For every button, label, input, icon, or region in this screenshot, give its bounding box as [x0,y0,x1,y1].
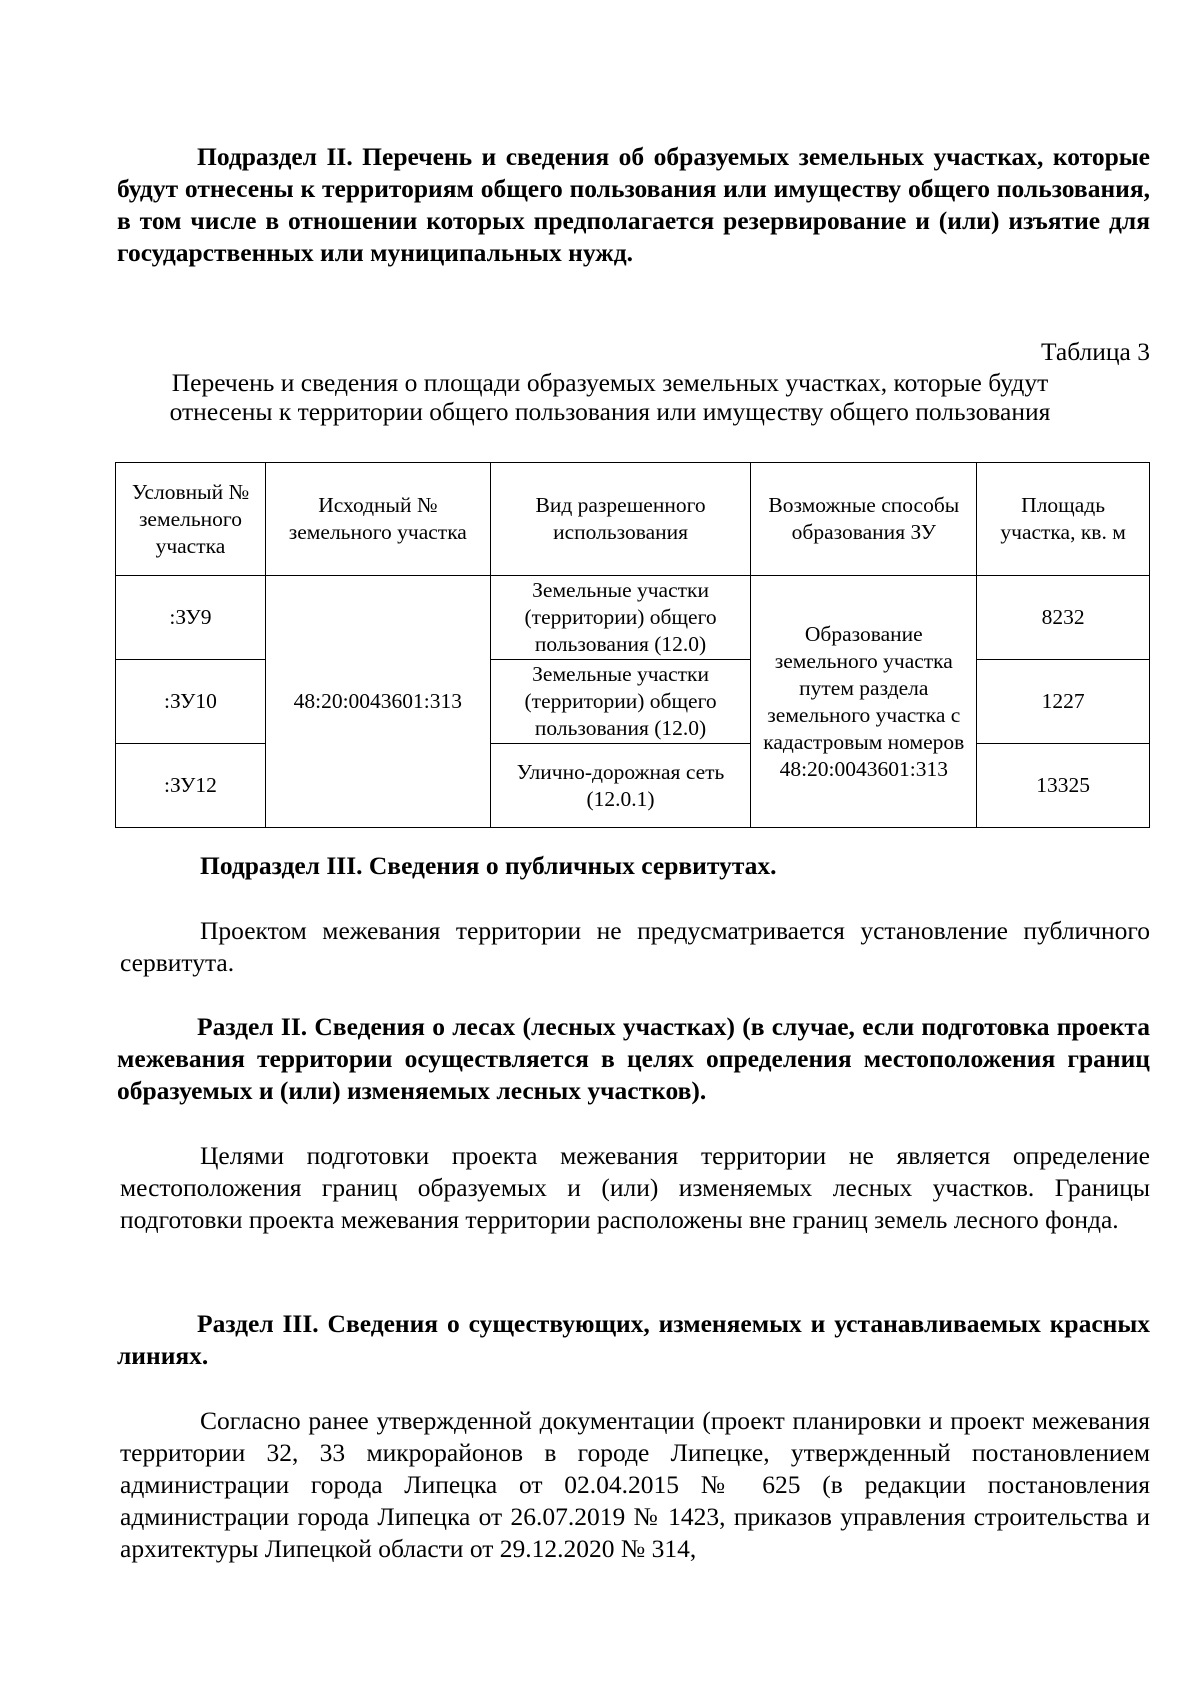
header-source-number: Исходный № земельного участка [265,463,490,576]
cell-parcel-id: :ЗУ12 [116,744,266,828]
table-row [116,576,1150,660]
cell-parcel-id: :ЗУ9 [116,576,266,660]
cell-permitted-use: Земельные участки (территории) общего пользования (12.0) [490,660,751,744]
subsection-2-heading: Подраздел II. Перечень и сведения об образуемых земельных участках, которые будут отнесены к территориям общего пользования или имуществу общего пользования, в том числе в отношении которых предполагается резервирование и (или) изъятие для государственных или муниципальных нужд. [117,142,1150,267]
cell-area: 13325 [977,744,1150,828]
table-number: Таблица 3 [1040,337,1150,366]
cell-permitted-use: Земельные участки (территории) общего пользования (12.0) [490,576,751,660]
parcels-table [115,462,1150,828]
header-area: Площадь участка, кв. м [977,463,1150,576]
cell-permitted-use: Улично-дорожная сеть (12.0.1) [490,744,751,828]
section-2-heading: Раздел II. Сведения о лесах (лесных участках) (в случае, если подготовка проекта межевания территории осуществляется в целях определения местоположения границ образуемых и (или) изменяемых лесных участков). [117,1012,1150,1105]
cell-formation-method: Образование земельного участка путем раздела земельного участка с кадастровым номеров 48:20:0043601:313 [751,576,977,828]
header-formation-methods: Возможные способы образования ЗУ [751,463,977,576]
section-2-text: Целями подготовки проекта межевания территории не является определение местоположения границ образуемых и (или) изменяемых лесных участков. Границы подготовки проекта межевания территории расположены вне границ земель лесного фонда. [120,1141,1150,1234]
cell-area: 1227 [977,660,1150,744]
section-3-heading: Раздел III. Сведения о существующих, изменяемых и устанавливаемых красных линиях. [117,1309,1150,1370]
table-header-row [116,463,1150,576]
table-caption: Перечень и сведения о площади образуемых земельных участках, которые будут отнесены к территории общего пользования или имуществу общего пользования [169,368,1051,426]
cell-parcel-id: :ЗУ10 [116,660,266,744]
cell-area: 8232 [977,576,1150,660]
header-permitted-use: Вид разрешенного использования [490,463,751,576]
subsection-3-text: Проектом межевания территории не предусматривается установление публичного сервитута. [120,916,1150,977]
header-conditional-number: Условный № земельного участка [116,463,266,576]
subsection-3-heading: Подраздел III. Сведения о публичных сервитутах. [200,851,777,880]
cell-source-parcel: 48:20:0043601:313 [265,576,490,828]
section-3-text: Согласно ранее утвержденной документации (проект планировки и проект межевания территории 32, 33 микрорайонов в городе Липецке, утвержденный постановлением администрации города Липецка от 02.04.2015 № 625 (в редакции постановления администрации города Липецка от 26.07.2019 № 1423, приказов управления строительства и архитектуры Липецкой области от 29.12.2020 № 314, [120,1406,1150,1563]
